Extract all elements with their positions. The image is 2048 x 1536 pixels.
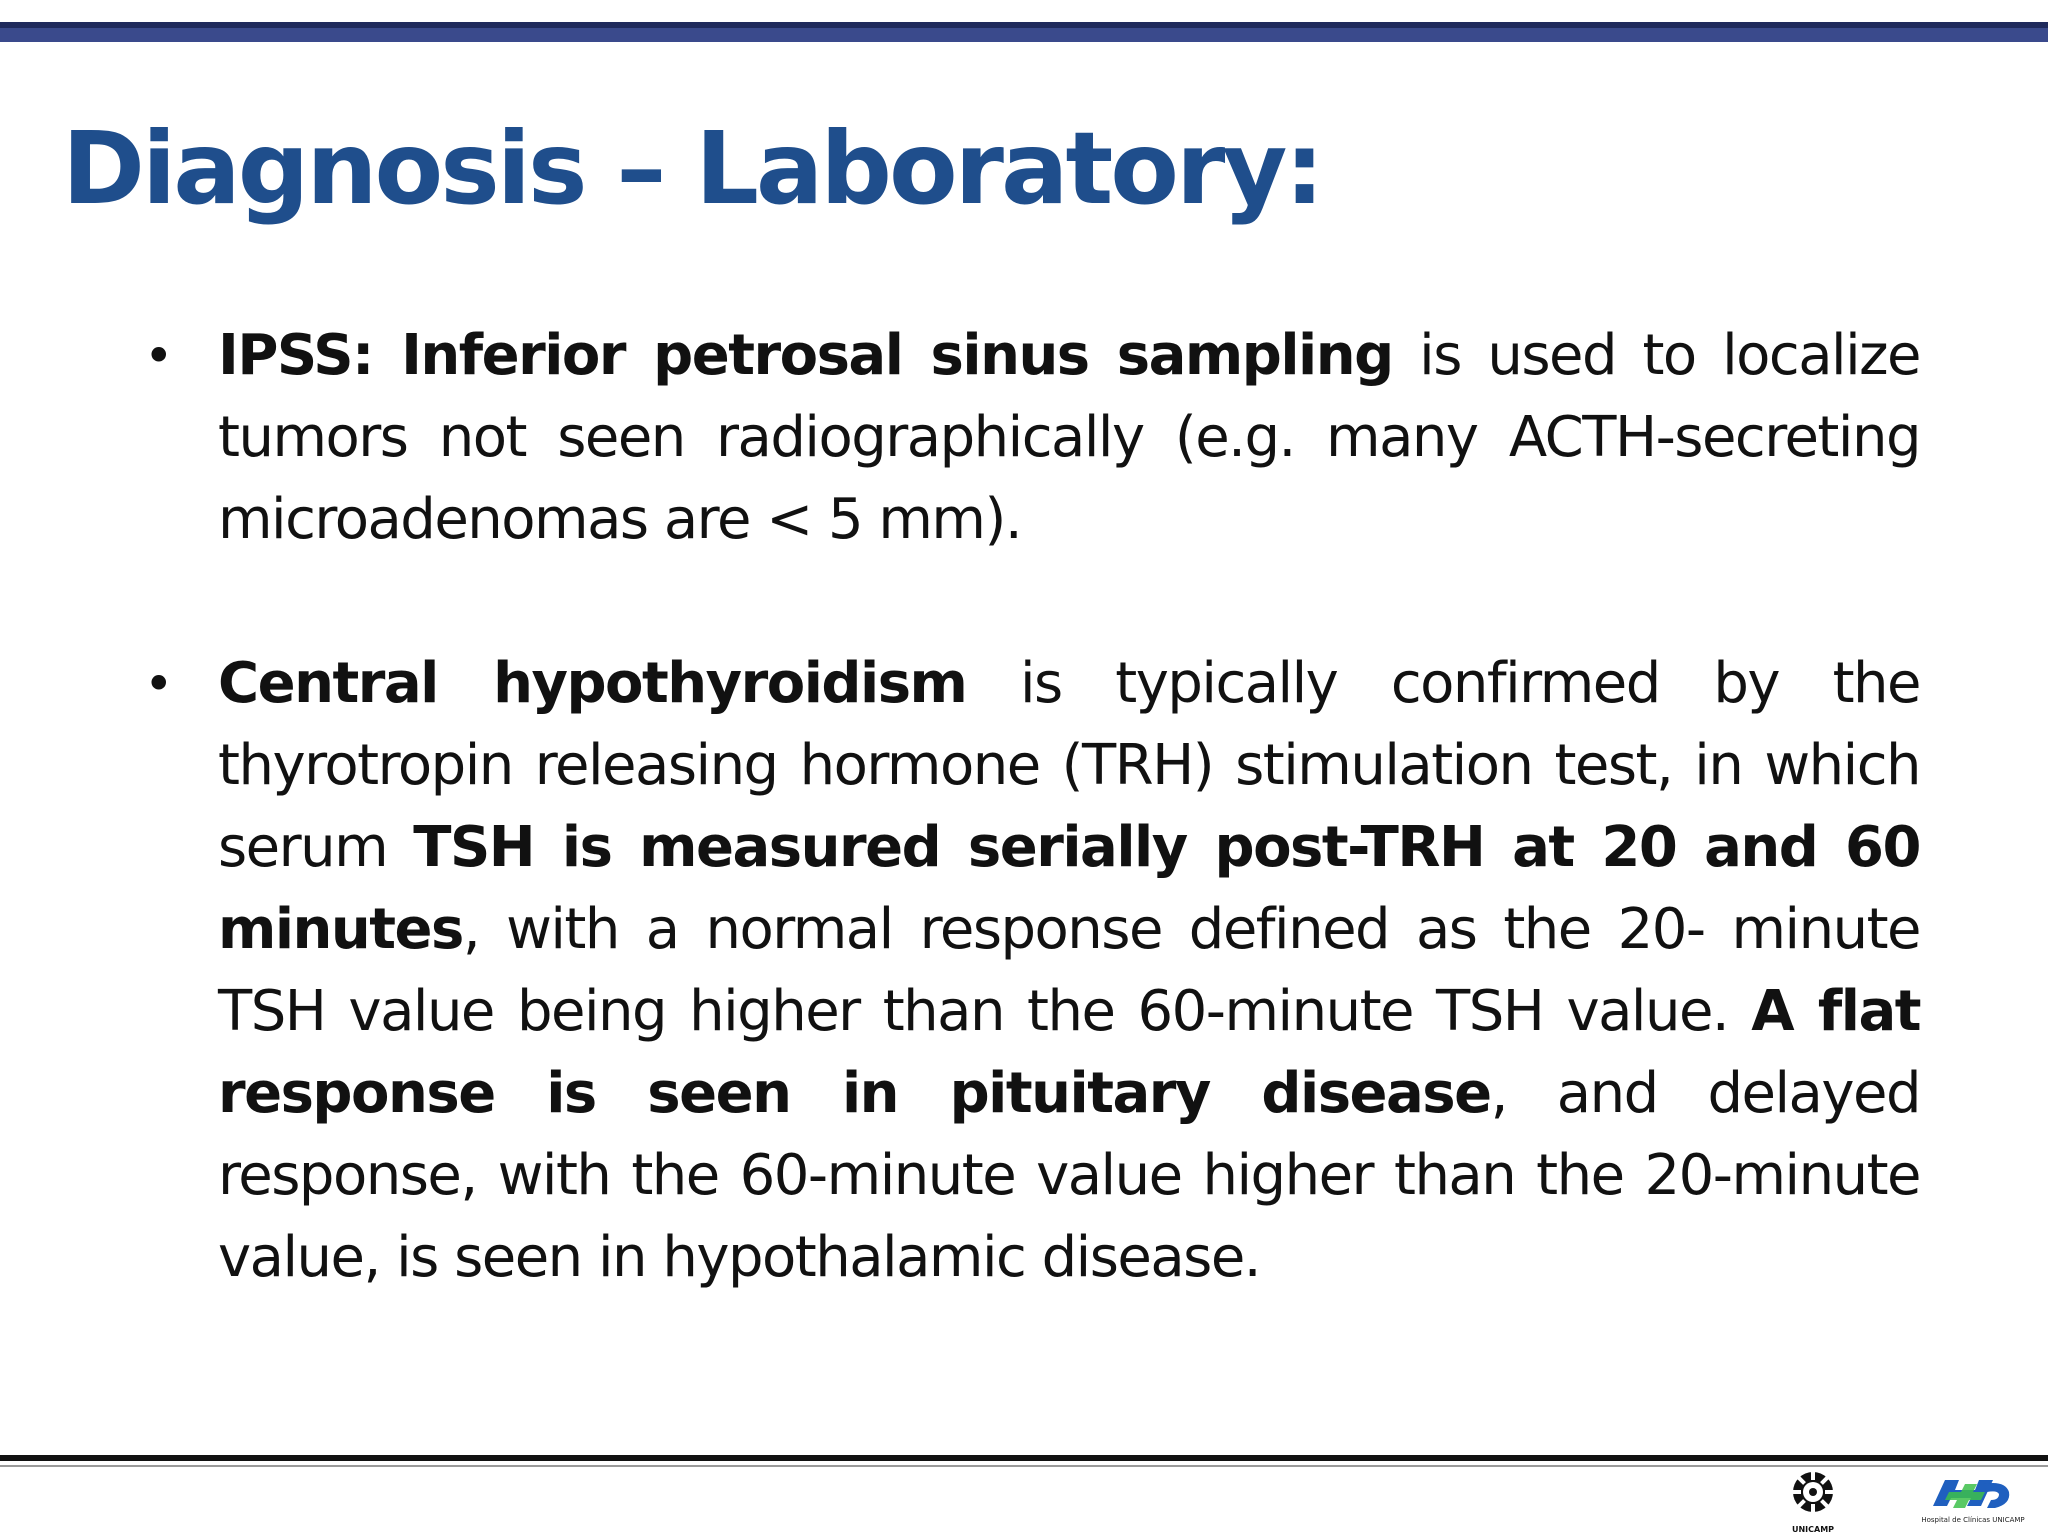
bullet-item-ipss — [144, 315, 1920, 561]
bullet-list — [144, 315, 1921, 1299]
hc-logo-text: Hospital de Clínicas UNICAMP — [1921, 1516, 2025, 1524]
bullet-2-bold-flat: A flat response is seen in pituitary disease — [218, 979, 1921, 1126]
bullet-2-bold-tsh: TSH is measured serially post-TRH at 20 and 60 minutes — [218, 815, 1920, 962]
bullet-1-bold-term: IPSS: Inferior petrosal sinus sampling — [218, 323, 1393, 388]
bullet-2-text-a: is typically confirmed by the thyrotropin releasing hormone (TRH) stimulation test, in which serum — [218, 651, 1920, 880]
hc-emblem-icon — [1933, 1480, 2009, 1508]
bullet-item-central-hypothyroidism — [144, 643, 1921, 1299]
footer-rule — [0, 1455, 2048, 1461]
unicamp-logo — [1778, 1466, 1848, 1536]
unicamp-emblem-icon — [1791, 1470, 1835, 1514]
bullet-2-text-c: , and delayed response, with the 60-minute value higher than the 20-minute value, is seen in hypothalamic disease. — [218, 1061, 1920, 1290]
bullet-2-text-b: , with a normal response defined as the 20- minute TSH value being higher than the 60-minute TSH value. — [218, 897, 1920, 1044]
footer-rule-thin — [0, 1465, 2048, 1467]
bullet-marker: • — [144, 327, 172, 385]
bullet-2-bold-term: Central hypothyroidism — [218, 651, 967, 716]
bullet-marker: • — [144, 655, 172, 713]
unicamp-logo-text: UNICAMP — [1791, 1525, 1835, 1534]
bullet-1-text: is used to localize tumors not seen radiographically (e.g. many ACTH-secreting microadenomas are < 5 mm). — [218, 323, 1920, 552]
hc-logo — [1921, 1470, 2025, 1536]
slide-title: Diagnosis – Laboratory: — [62, 110, 1322, 227]
header-bar — [0, 28, 2048, 42]
